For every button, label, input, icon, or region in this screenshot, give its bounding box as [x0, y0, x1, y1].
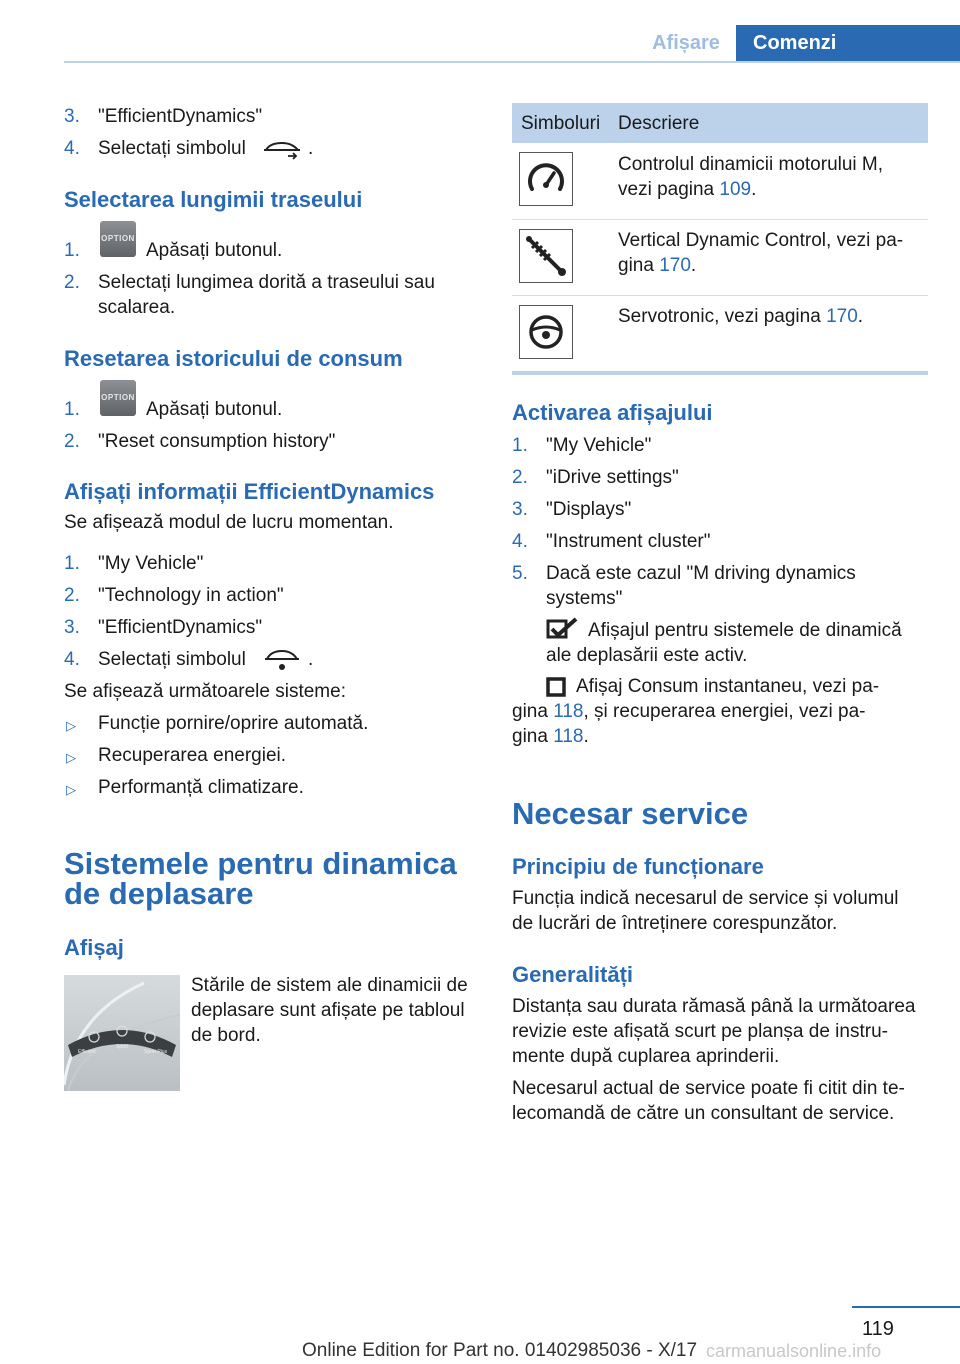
table-text: .: [690, 255, 697, 276]
cluster-label: Efficient: [78, 1049, 96, 1055]
list-item: Selectați simbolul: [98, 649, 246, 670]
option-text-cont: [512, 724, 589, 750]
list-item: Apăsați butonul.: [146, 240, 283, 261]
instrument-cluster-image: [64, 975, 180, 1091]
list-number: 5.: [512, 563, 528, 584]
option-text-part: , și recuperarea energiei, vezi pa-: [583, 701, 866, 722]
list-number: 4.: [64, 138, 80, 159]
page-link[interactable]: 118: [553, 701, 584, 722]
bullet-triangle-icon: ▷: [66, 750, 76, 765]
section-divider: [512, 371, 928, 375]
list-number: 1.: [64, 399, 80, 420]
list-item-end: .: [308, 138, 314, 159]
option-button-icon: OPTION: [100, 380, 136, 416]
list-item-end: .: [308, 649, 314, 670]
cluster-label: Sport Plus: [144, 1049, 168, 1055]
paragraph-line: lecomandă de către un consultant de service.: [512, 1103, 895, 1124]
list-number: 2.: [64, 272, 80, 293]
bullet-triangle-icon: ▷: [66, 782, 76, 797]
option-text-part: .: [583, 726, 589, 747]
tab-comenzi[interactable]: Comenzi: [736, 25, 960, 61]
paragraph-line: Stările de sistem ale dinamicii de: [191, 975, 468, 996]
list-number: 4.: [64, 649, 80, 670]
list-number: 1.: [64, 553, 80, 574]
chapter-title: Sistemele pentru dinamica: [64, 846, 457, 881]
paragraph-line: de lucrări de întreținere corespunzător.: [512, 913, 838, 934]
option-text: Afișaj Consum instantaneu, vezi pa-: [576, 676, 880, 697]
cluster-label: Sport: [116, 1044, 128, 1050]
list-item-cont: systems": [546, 588, 623, 609]
checkbox-checked-icon: [546, 617, 580, 641]
bullet-triangle-icon: ▷: [66, 718, 76, 733]
list-item: "My Vehicle": [98, 553, 204, 574]
option-text-part: gina: [512, 701, 554, 722]
heading-general: Generalități: [512, 962, 634, 987]
list-number: 1.: [512, 435, 528, 456]
list-item: Performanță climatizare.: [98, 777, 304, 798]
paragraph-line: mente după cuplarea aprinderii.: [512, 1046, 780, 1067]
heading-display: Afișaj: [64, 935, 124, 960]
list-item: Apăsați butonul.: [146, 399, 283, 420]
shock-absorber-icon: [520, 230, 572, 282]
heading-activate-display: Activarea afișajului: [512, 400, 713, 425]
checkbox-unchecked-icon: [546, 677, 566, 697]
table-symbol-cell: [519, 152, 573, 206]
paragraph: Se afișează următoarele sisteme:: [64, 681, 346, 702]
list-number: 2.: [512, 467, 528, 488]
edition-note: Online Edition for Part no. 01402985036 - X/17: [302, 1340, 698, 1361]
page-number: 119: [862, 1318, 894, 1340]
car-energy-icon: [264, 648, 300, 672]
list-item: "iDrive settings": [546, 467, 679, 488]
table-row-divider: [512, 295, 928, 296]
page-link[interactable]: 109: [719, 179, 752, 200]
list-item: "EfficientDynamics": [98, 617, 263, 638]
list-item: Recuperarea energiei.: [98, 745, 287, 766]
paragraph-line: revizie este afișată scurt pe planșa de instru-: [512, 1021, 888, 1042]
table-row-divider: [512, 219, 928, 220]
paragraph-line: deplasare sunt afișate pe tabloul: [191, 1000, 465, 1021]
steering-wheel-icon: [520, 306, 572, 358]
footer-divider: [852, 1306, 960, 1308]
heading-route-length: Selectarea lungimii traseului: [64, 187, 363, 212]
paragraph-line: de bord.: [191, 1025, 261, 1046]
paragraph: Se afișează modul de lucru momentan.: [64, 512, 394, 533]
table-symbol-cell: [519, 305, 573, 359]
paragraph-line: Funcția indică necesarul de service și volumul: [512, 888, 899, 909]
list-number: 3.: [64, 617, 80, 638]
table-text: vezi pagina: [618, 179, 720, 200]
option-text: Afișajul pentru sistemele de dinamică: [588, 620, 902, 641]
car-route-icon: [262, 140, 302, 162]
tab-afisare[interactable]: Afișare: [636, 25, 736, 61]
chapter-title-line2: de deplasare: [64, 876, 254, 911]
page-link[interactable]: 118: [553, 726, 584, 747]
watermark: carmanualsonline.info: [706, 1341, 882, 1361]
table-header-symbols: Simboluri: [521, 113, 601, 134]
list-number: 3.: [512, 499, 528, 520]
table-description: Vertical Dynamic Control, vezi pa-: [618, 230, 904, 251]
table-text: gina: [618, 255, 660, 276]
table-description: [618, 304, 863, 330]
table-description: Controlul dinamicii motorului M,: [618, 154, 884, 175]
list-item: Dacă este cazul "M driving dynamics: [546, 563, 856, 584]
list-number: 3.: [64, 106, 80, 127]
paragraph-line: Distanța sau durata rămasă până la următoarea: [512, 996, 916, 1017]
list-item: "EfficientDynamics": [98, 106, 263, 127]
table-text: Servotronic, vezi pagina: [618, 306, 827, 327]
option-button-icon: OPTION: [100, 221, 136, 257]
list-number: 2.: [64, 431, 80, 452]
list-item: Funcție pornire/oprire automată.: [98, 713, 369, 734]
table-header-description: Descriere: [618, 113, 700, 134]
table-text: .: [751, 179, 757, 200]
list-item: Selectați simbolul: [98, 138, 246, 159]
list-number: 4.: [512, 531, 528, 552]
list-item: "Instrument cluster": [546, 531, 711, 552]
list-item-cont: scalarea.: [98, 297, 176, 318]
paragraph-line: Necesarul actual de service poate fi citit din te-: [512, 1078, 905, 1099]
gauge-icon: [520, 153, 572, 205]
list-item: "My Vehicle": [546, 435, 652, 456]
option-text-cont: [512, 699, 865, 725]
table-description-line2: [618, 177, 756, 203]
table-text: .: [857, 306, 864, 327]
chapter-title-service: Necesar service: [512, 796, 749, 831]
list-item: "Technology in action": [98, 585, 284, 606]
header-divider: [64, 61, 960, 63]
page-link[interactable]: 170: [659, 255, 691, 276]
table-symbol-cell: [519, 229, 573, 283]
table-description-line2: [618, 253, 696, 279]
list-item: Selectați lungimea dorită a traseului sau: [98, 272, 435, 293]
option-text-cont: ale deplasării este activ.: [546, 645, 748, 666]
option-text-part: gina: [512, 726, 554, 747]
heading-principle: Principiu de funcționare: [512, 854, 764, 879]
list-item: "Displays": [546, 499, 632, 520]
heading-efficientdynamics: Afișați informații EfficientDynamics: [64, 479, 435, 504]
list-item: "Reset consumption history": [98, 431, 336, 452]
heading-reset-history: Resetarea istoricului de consum: [64, 346, 403, 371]
list-number: 1.: [64, 240, 80, 261]
list-number: 2.: [64, 585, 80, 606]
page-link[interactable]: 170: [826, 306, 858, 327]
